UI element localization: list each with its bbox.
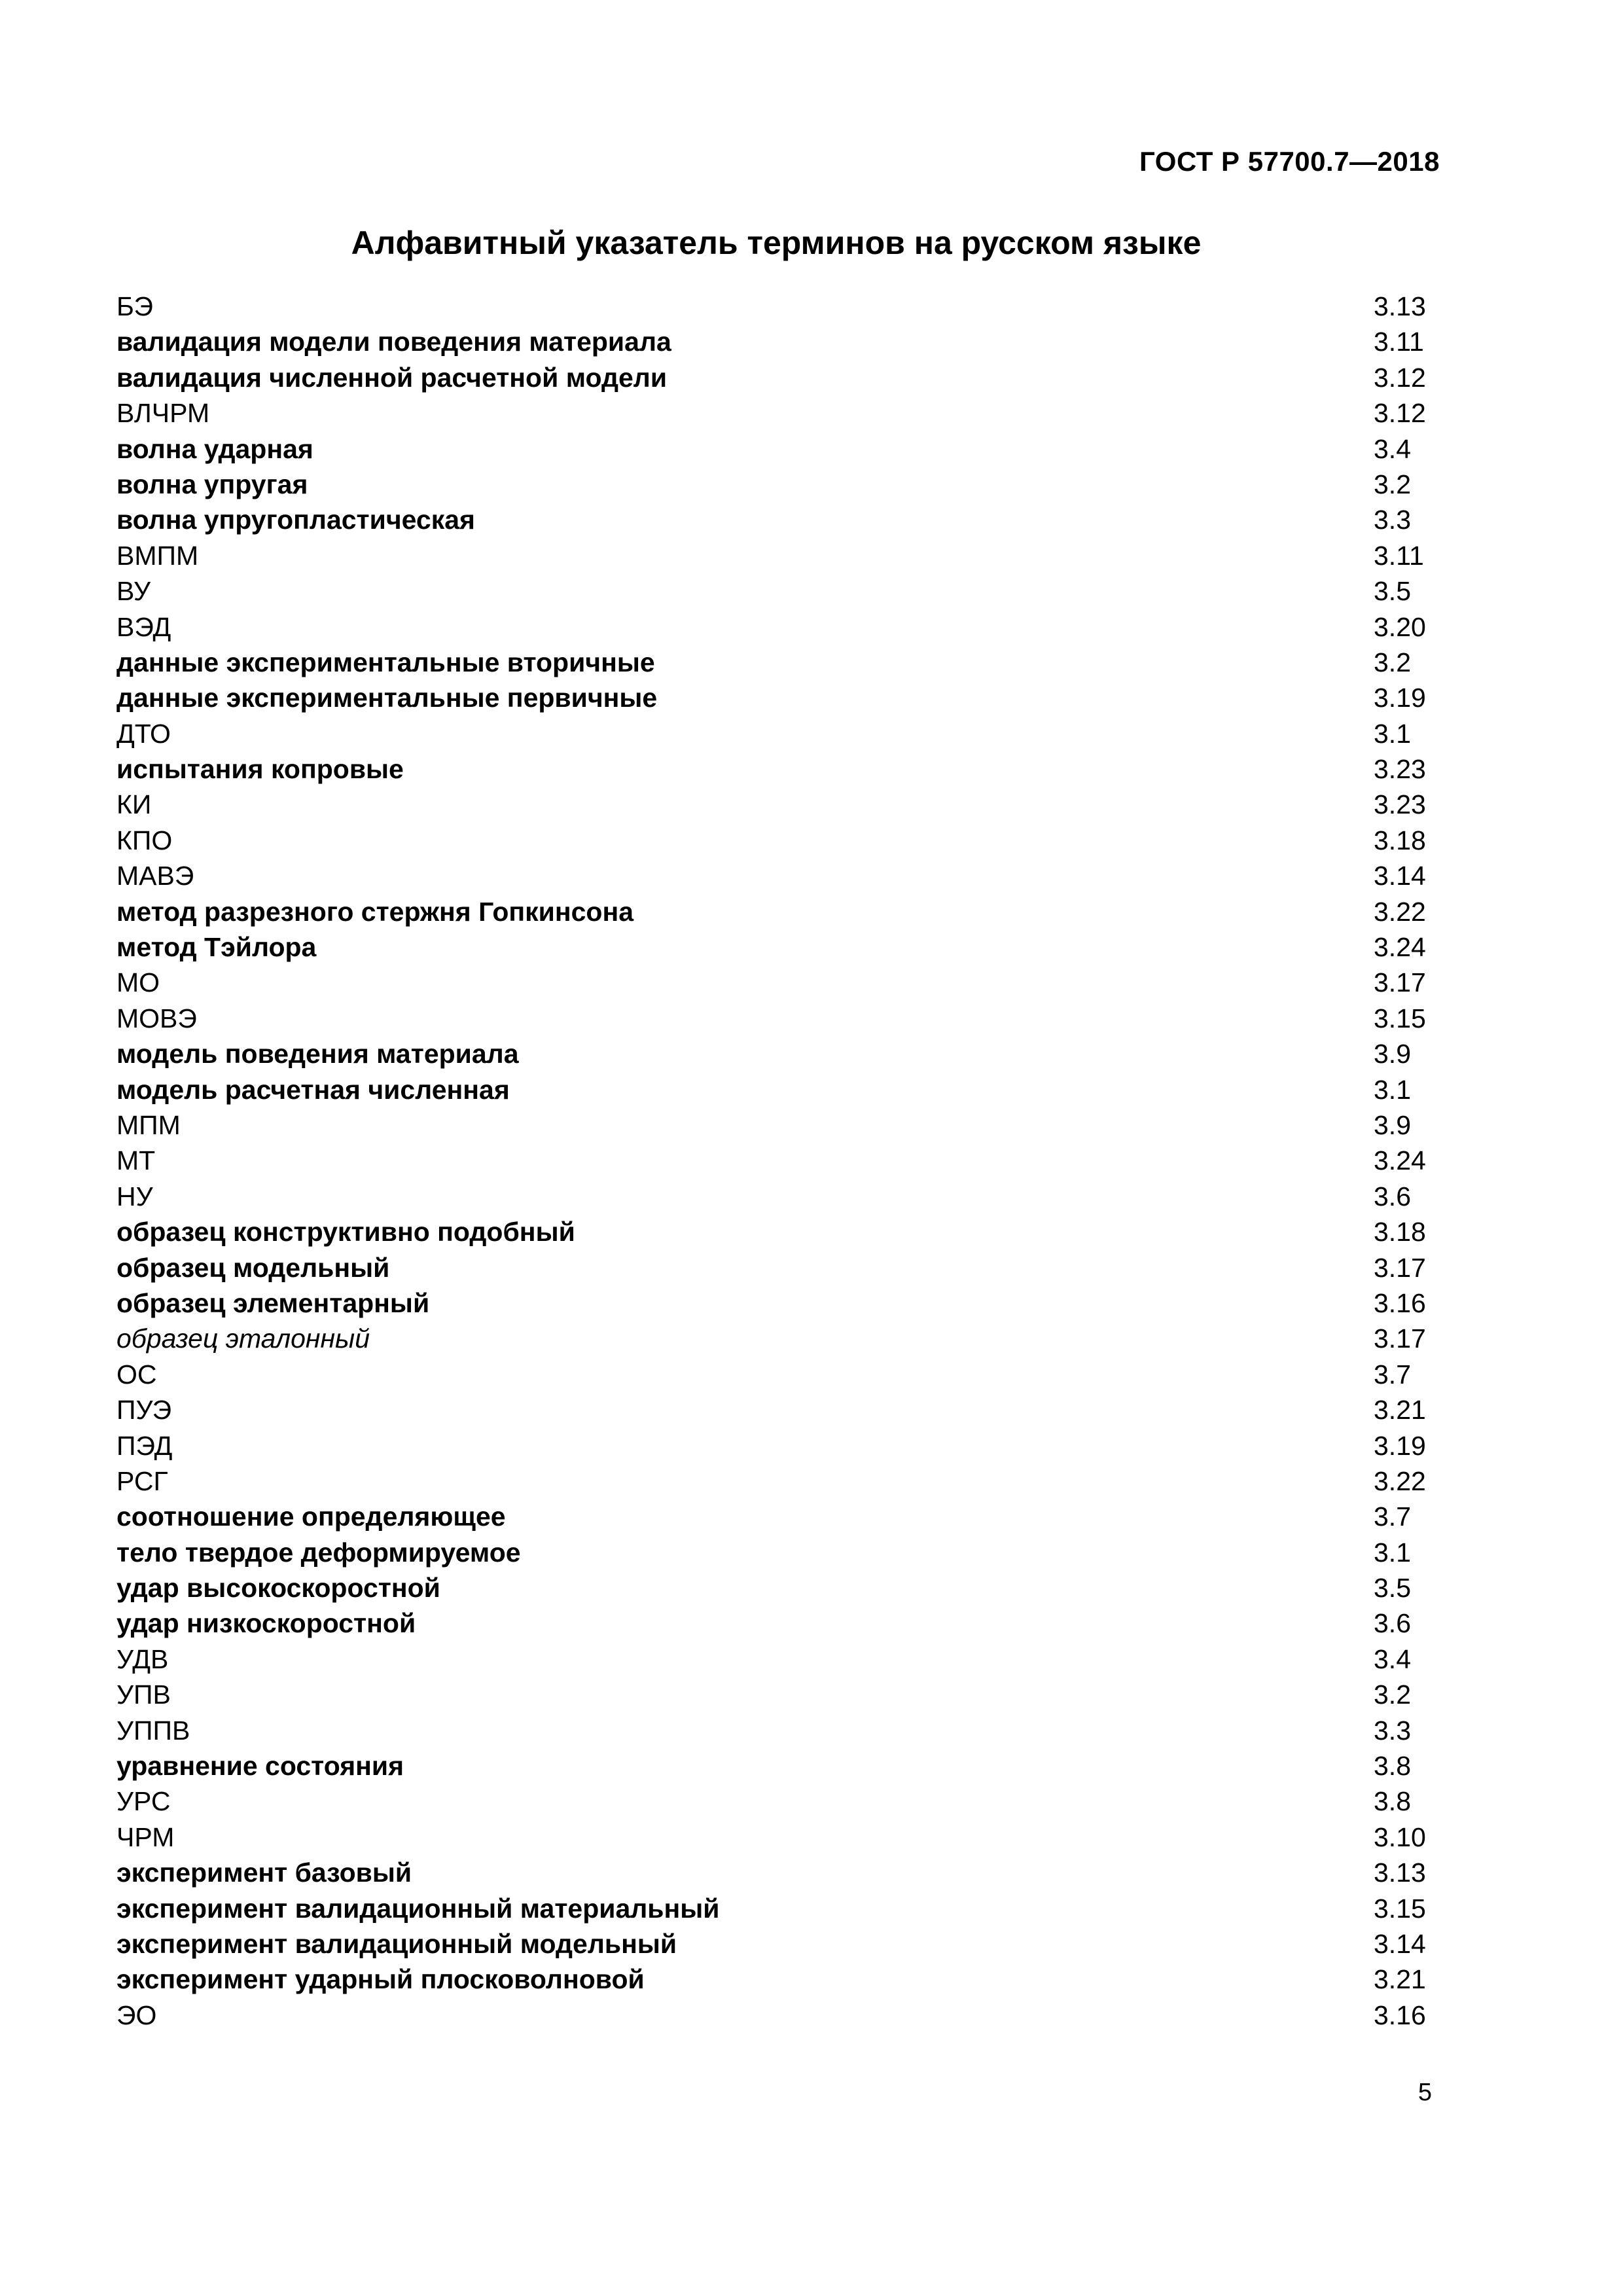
index-reference: 3.12 (1374, 362, 1426, 393)
index-term: удар высокоскоростной (116, 1573, 440, 1604)
index-term: валидация численной расчетной модели (116, 362, 668, 393)
index-entry (116, 1570, 1445, 1605)
index-reference: 3.16 (1374, 1287, 1426, 1318)
index-term: ВУ (116, 576, 151, 607)
index-term: эксперимент валидационный материальный (116, 1893, 720, 1924)
index-reference: 3.16 (1374, 2000, 1426, 2030)
index-term: валидация модели поведения материала (116, 327, 671, 357)
index-reference: 3.1 (1374, 1074, 1411, 1105)
index-term: ДТО (116, 718, 171, 749)
index-reference: 3.1 (1374, 718, 1411, 749)
index-reference: 3.23 (1374, 754, 1426, 785)
index-entry (116, 751, 1445, 787)
index-entry (116, 1357, 1445, 1392)
index-term: ПЭД (116, 1430, 173, 1461)
index-term: удар низкоскоростной (116, 1608, 416, 1639)
index-entry (116, 1499, 1445, 1534)
index-term: уравнение состояния (116, 1751, 404, 1782)
index-reference: 3.8 (1374, 1786, 1411, 1817)
index-reference: 3.20 (1374, 611, 1426, 642)
index-entry (116, 1677, 1445, 1712)
index-reference: 3.21 (1374, 1395, 1426, 1426)
index-reference: 3.18 (1374, 1217, 1426, 1247)
index-reference: 3.19 (1374, 1430, 1426, 1461)
index-term: эксперимент ударный плосковолновой (116, 1964, 645, 1995)
index-term: образец конструктивно подобный (116, 1217, 575, 1247)
index-term: МОВЭ (116, 1003, 197, 1033)
index-term: соотношение определяющее (116, 1501, 506, 1532)
index-reference: 3.5 (1374, 576, 1411, 607)
index-entry (116, 431, 1445, 467)
index-term: образец элементарный (116, 1287, 430, 1318)
index-entry (116, 1392, 1445, 1427)
index-reference: 3.24 (1374, 1145, 1426, 1176)
index-entry (116, 1179, 1445, 1214)
index-entry (116, 894, 1445, 929)
index-reference: 3.4 (1374, 1643, 1411, 1674)
index-term: МТ (116, 1145, 156, 1176)
term-index-list (116, 289, 1445, 2033)
index-reference: 3.11 (1374, 540, 1424, 571)
index-entry (116, 929, 1445, 965)
index-term: модель поведения материала (116, 1039, 519, 1069)
index-entry (116, 858, 1445, 893)
index-reference: 3.15 (1374, 1893, 1426, 1924)
index-reference: 3.10 (1374, 1821, 1426, 1852)
index-term: КИ (116, 789, 152, 820)
index-entry (116, 787, 1445, 822)
index-entry (116, 324, 1445, 359)
index-term: ЭО (116, 2000, 157, 2030)
index-reference: 3.6 (1374, 1608, 1411, 1639)
index-term: МАВЭ (116, 861, 194, 891)
index-entry (116, 609, 1445, 645)
index-reference: 3.1 (1374, 1537, 1411, 1568)
index-entry (116, 1107, 1445, 1143)
index-reference: 3.21 (1374, 1964, 1426, 1995)
index-reference: 3.15 (1374, 1003, 1426, 1033)
index-term: ПУЭ (116, 1395, 172, 1426)
index-reference: 3.9 (1374, 1109, 1411, 1140)
index-reference: 3.6 (1374, 1181, 1411, 1211)
index-term: МО (116, 967, 160, 998)
index-term: испытания копровые (116, 754, 404, 785)
index-reference: 3.3 (1374, 1715, 1411, 1746)
index-reference: 3.13 (1374, 1857, 1426, 1888)
index-term: НУ (116, 1181, 153, 1211)
index-reference: 3.11 (1374, 327, 1424, 357)
index-entry (116, 1535, 1445, 1570)
index-reference: 3.8 (1374, 1751, 1411, 1782)
index-entry (116, 1214, 1445, 1249)
index-reference: 3.17 (1374, 1252, 1426, 1283)
index-entry (116, 1713, 1445, 1748)
index-reference: 3.2 (1374, 647, 1411, 677)
index-entry (116, 467, 1445, 502)
index-entry (116, 573, 1445, 609)
index-term: метод разрезного стержня Гопкинсона (116, 896, 634, 927)
index-entry (116, 680, 1445, 715)
index-reference: 3.7 (1374, 1501, 1411, 1532)
index-entry (116, 823, 1445, 858)
index-term: ВЛЧРМ (116, 398, 210, 429)
index-entry (116, 289, 1445, 324)
index-title: Алфавитный указатель терминов на русском языке (351, 224, 1202, 261)
index-entry (116, 1962, 1445, 1997)
index-entry (116, 1036, 1445, 1071)
index-term: ОС (116, 1359, 157, 1390)
index-term: МПМ (116, 1109, 181, 1140)
index-entry (116, 1891, 1445, 1926)
index-entry (116, 1605, 1445, 1641)
index-term: ВМПМ (116, 540, 199, 571)
index-term: волна ударная (116, 433, 313, 464)
index-reference: 3.2 (1374, 1679, 1411, 1710)
index-reference: 3.19 (1374, 683, 1426, 713)
index-term: эксперимент валидационный модельный (116, 1928, 677, 1959)
index-entry (116, 1143, 1445, 1178)
index-term: волна упругопластическая (116, 505, 475, 535)
index-entry (116, 1641, 1445, 1677)
index-term: метод Тэйлора (116, 932, 317, 963)
index-term: данные экспериментальные вторичные (116, 647, 655, 677)
index-entry (116, 965, 1445, 1000)
index-entry (116, 1321, 1445, 1356)
index-entry (116, 1855, 1445, 1890)
index-term: УППВ (116, 1715, 190, 1746)
index-reference: 3.14 (1374, 861, 1426, 891)
index-entry (116, 360, 1445, 395)
index-term: КПО (116, 825, 173, 855)
index-entry (116, 1784, 1445, 1819)
index-reference: 3.24 (1374, 932, 1426, 963)
index-term: образец эталонный (116, 1323, 370, 1354)
index-term: модель расчетная численная (116, 1074, 510, 1105)
index-reference: 3.22 (1374, 1465, 1426, 1496)
page-number: 5 (1418, 2079, 1432, 2106)
index-term: образец модельный (116, 1252, 390, 1283)
index-entry (116, 1072, 1445, 1107)
index-reference: 3.12 (1374, 398, 1426, 429)
index-entry (116, 1250, 1445, 1285)
index-reference: 3.9 (1374, 1039, 1411, 1069)
index-entry (116, 1285, 1445, 1321)
index-reference: 3.22 (1374, 896, 1426, 927)
index-entry (116, 645, 1445, 680)
index-entry (116, 538, 1445, 573)
index-reference: 3.7 (1374, 1359, 1411, 1390)
index-entry (116, 1463, 1445, 1499)
index-term: БЭ (116, 291, 153, 321)
index-entry (116, 502, 1445, 537)
index-reference: 3.14 (1374, 1928, 1426, 1959)
index-term: УРС (116, 1786, 171, 1817)
index-entry (116, 716, 1445, 751)
index-term: тело твердое деформируемое (116, 1537, 521, 1568)
index-term: эксперимент базовый (116, 1857, 412, 1888)
index-term: волна упругая (116, 469, 308, 499)
document-code: ГОСТ Р 57700.7—2018 (1139, 146, 1440, 177)
index-reference: 3.13 (1374, 291, 1426, 321)
index-reference: 3.2 (1374, 469, 1411, 499)
index-entry (116, 395, 1445, 431)
index-reference: 3.18 (1374, 825, 1426, 855)
index-entry (116, 1998, 1445, 2033)
index-reference: 3.23 (1374, 789, 1426, 820)
index-term: ВЭД (116, 611, 171, 642)
index-reference: 3.5 (1374, 1573, 1411, 1604)
index-entry (116, 1001, 1445, 1036)
index-reference: 3.3 (1374, 505, 1411, 535)
index-reference: 3.17 (1374, 967, 1426, 998)
index-entry (116, 1428, 1445, 1463)
index-term: ЧРМ (116, 1821, 175, 1852)
index-entry (116, 1926, 1445, 1962)
index-entry (116, 1748, 1445, 1784)
index-reference: 3.4 (1374, 433, 1411, 464)
index-term: УПВ (116, 1679, 171, 1710)
index-term: РСГ (116, 1465, 168, 1496)
index-term: данные экспериментальные первичные (116, 683, 658, 713)
index-term: УДВ (116, 1643, 169, 1674)
index-reference: 3.17 (1374, 1323, 1426, 1354)
index-entry (116, 1820, 1445, 1855)
